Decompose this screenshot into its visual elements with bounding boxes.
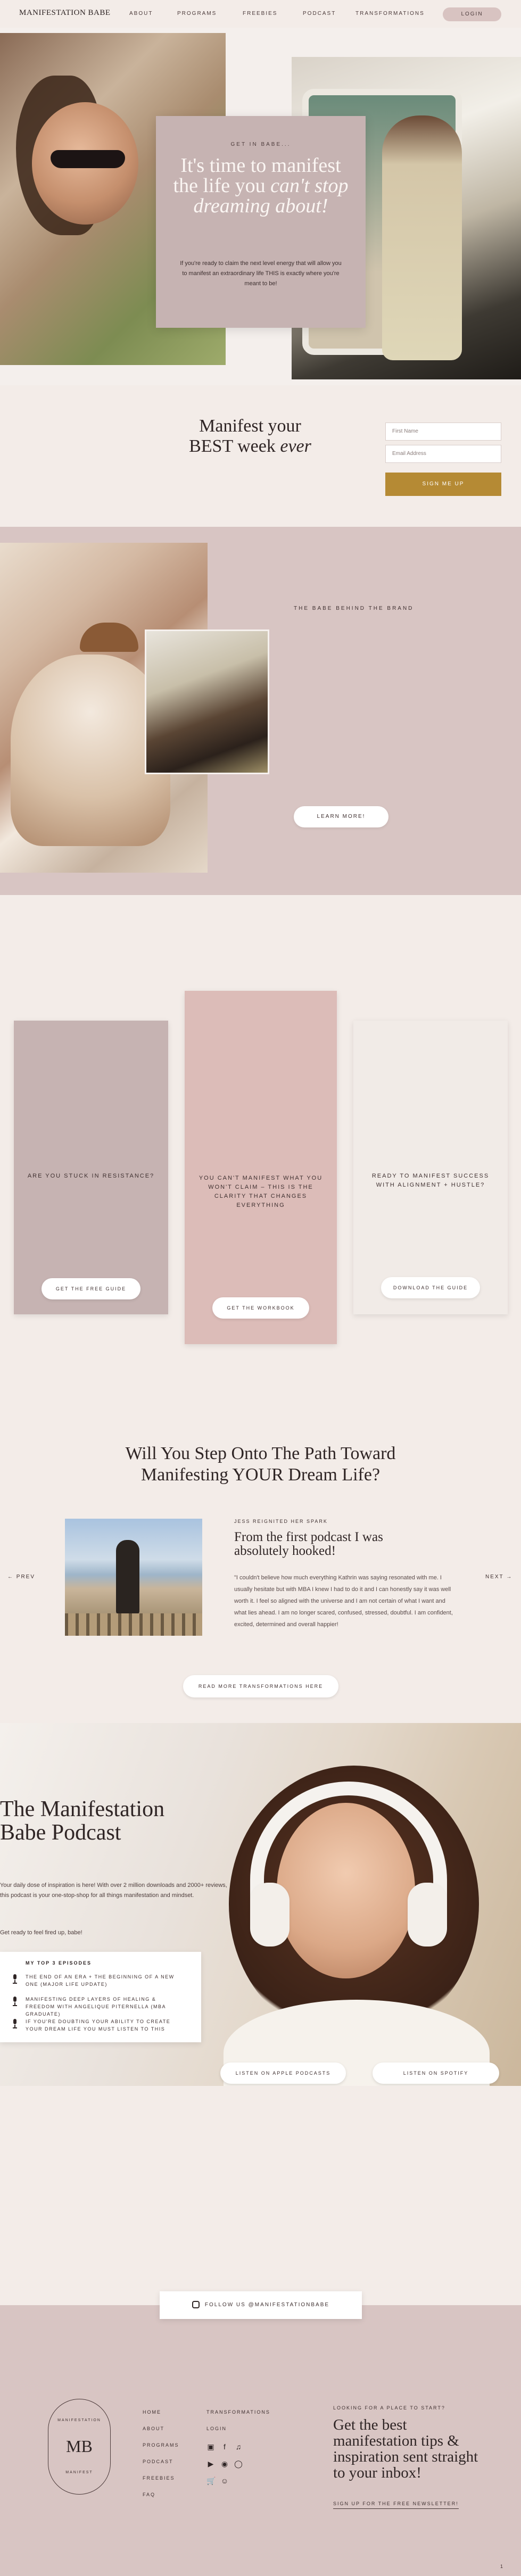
beach-photo — [65, 1519, 202, 1636]
badge-monogram: MB — [66, 2437, 93, 2456]
person-icon[interactable]: ☺ — [220, 2476, 229, 2485]
site-logo[interactable]: MANIFESTATION BABE — [19, 9, 111, 17]
footer-link-about[interactable]: ABOUT — [143, 2426, 165, 2431]
hero-heading: It's time to manifest the life you can't stop dreaming about! — [173, 154, 349, 217]
testimonial-quote: "I couldn't believe how much everything Kathrin was saying resonated with me. I usually hesitate but with MBA I knew I had to do it and I can honestly say it was well worth it. I feel so aligned with the universe and I am not certain of what I want and what lies ahead. I am no longer scared, confused, stressed, doubtful. I am confident, excited, determined and overall happier! — [234, 1575, 453, 1628]
signup-heading: Manifest your BEST week ever — [189, 416, 311, 456]
workbook-card — [185, 991, 337, 1344]
testimonial-quote-heading: From the first podcast I was absolutely hooked! — [234, 1530, 383, 1558]
hero-eyebrow: GET IN BABE... — [230, 142, 291, 147]
nav-link-podcast[interactable]: PODCAST — [303, 11, 336, 16]
newsletter-signup — [0, 385, 521, 527]
badge-top-text: MANIFESTATION — [57, 2418, 101, 2422]
testimonial-label: JESS REIGNITED HER SPARK — [234, 1519, 328, 1524]
spotify-button[interactable]: LISTEN ON SPOTIFY — [373, 2063, 499, 2084]
babe-behind-brand-section — [0, 527, 521, 895]
learn-more-button[interactable]: LEARN MORE! — [294, 806, 388, 827]
microphone-icon — [12, 1974, 18, 1984]
footer-link-transformations[interactable]: TRANSFORMATIONS — [206, 2409, 270, 2415]
footer-link-programs[interactable]: PROGRAMS — [143, 2442, 179, 2448]
podcast-description: Your daily dose of inspiration is here! With over 2 million downloads and 2000+ reviews, this podcast is your one-stop-shop for all things manifestation and mindset. — [0, 1882, 227, 1899]
podcast-title: The Manifestation Babe Podcast — [0, 1797, 165, 1845]
top-episodes-box — [0, 1952, 201, 2042]
youtube-icon[interactable]: ▶ — [208, 2459, 214, 2468]
tiktok-icon[interactable]: ♫ — [235, 2442, 242, 2451]
footer-eyebrow: LOOKING FOR A PLACE TO START? — [333, 2405, 445, 2411]
hero-card — [156, 116, 366, 328]
footer-link-podcast[interactable]: PODCAST — [143, 2459, 173, 2464]
nav-link-about[interactable]: ABOUT — [129, 11, 153, 16]
mb-badge-logo — [48, 2399, 111, 2495]
get-workbook-button[interactable]: GET THE WORKBOOK — [212, 1297, 309, 1319]
next-button[interactable]: NEXT → — [485, 1574, 513, 1580]
pinterest-icon[interactable]: ◯ — [234, 2459, 243, 2468]
nav-link-programs[interactable]: PROGRAMS — [177, 11, 217, 16]
first-name-field[interactable]: First Name — [385, 423, 501, 441]
babe-title: THE BABE BEHIND THE BRAND — [294, 606, 414, 611]
hero-body-text: If you're ready to claim the next level energy that will allow you to manifest an extraordinary life THIS is exactly where you're meant to be! — [180, 260, 342, 287]
top-episodes-title: MY TOP 3 EPISODES — [26, 1960, 92, 1966]
footer-link-faq[interactable]: FAQ — [143, 2492, 156, 2497]
email-field[interactable]: Email Address — [385, 445, 501, 463]
instagram-icon[interactable]: ▣ — [207, 2442, 214, 2451]
footer-heading: Get the best manifestation tips & inspiration sent straight to your inbox! — [333, 2416, 478, 2481]
apple-podcasts-button[interactable]: LISTEN ON APPLE PODCASTS — [220, 2063, 346, 2084]
download-guide-button[interactable]: DOWNLOAD THE GUIDE — [381, 1277, 480, 1298]
prev-button[interactable]: ← PREV — [7, 1574, 36, 1580]
facebook-icon[interactable]: f — [224, 2442, 226, 2451]
footer-link-freebies[interactable]: FREEBIES — [143, 2475, 175, 2481]
instagram-follow-button[interactable] — [160, 2291, 362, 2319]
testimonial-heading: Will You Step Onto The Path Toward Manifesting YOUR Dream Life? — [125, 1444, 396, 1485]
episode-title: IF YOU'RE DOUBTING YOUR ABILITY TO CREATE YOUR DREAM LIFE YOU MUST LISTEN TO THIS — [26, 2019, 171, 2032]
podcast-icon[interactable]: ◉ — [221, 2459, 228, 2468]
success-card — [353, 1021, 508, 1314]
login-button[interactable]: LOGIN — [443, 7, 501, 21]
group-photo — [145, 629, 269, 774]
footer — [0, 2305, 521, 2576]
instagram-icon — [192, 2301, 200, 2308]
footer-link-home[interactable]: HOME — [143, 2409, 161, 2415]
episode-title: THE END OF AN ERA + THE BEGINNING OF A NEW ONE (MAJOR LIFE UPDATE) — [26, 1974, 175, 1987]
podcast-section — [0, 1723, 521, 2086]
follow-label: FOLLOW US @MANIFESTATIONBABE — [204, 2302, 330, 2308]
nav-link-freebies[interactable]: FREEBIES — [243, 11, 278, 16]
card-text: YOU CAN'T MANIFEST WHAT YOU WON'T CLAIM – THIS IS THE CLARITY THAT CHANGES EVERYTHING — [199, 1175, 323, 1208]
page-number: 1 — [500, 2564, 503, 2569]
microphone-icon — [12, 1997, 18, 2006]
resistance-card — [14, 1021, 168, 1314]
sign-me-up-button[interactable]: SIGN ME UP — [385, 473, 501, 496]
read-more-transformations-button[interactable]: READ MORE TRANSFORMATIONS HERE — [183, 1675, 338, 1697]
get-free-guide-button[interactable]: GET THE FREE GUIDE — [42, 1278, 140, 1299]
spacer — [0, 2086, 521, 2305]
spacer — [0, 895, 521, 985]
card-text: ARE YOU STUCK IN RESISTANCE? — [27, 1173, 155, 1179]
cart-icon[interactable]: 🛒 — [206, 2476, 216, 2485]
microphone-icon — [12, 2019, 18, 2028]
top-nav — [0, 0, 521, 28]
footer-link-login[interactable]: LOGIN — [206, 2426, 227, 2431]
nav-link-transformations[interactable]: TRANSFORMATIONS — [355, 11, 425, 16]
hero-section — [0, 28, 521, 385]
testimonial-section — [0, 1411, 521, 1723]
podcast-tagline: Get ready to feel fired up, babe! — [0, 1929, 82, 1936]
card-text: READY TO MANIFEST SUCCESS WITH ALIGNMENT + HUSTLE? — [371, 1173, 490, 1188]
badge-bottom-text: MANIFEST — [65, 2471, 93, 2474]
episode-title: MANIFESTING DEEP LAYERS OF HEALING & FREEDOM WITH ANGELIQUE PITERNELLA (MBA GRADUATE) — [26, 1997, 166, 2017]
newsletter-signup-link[interactable]: SIGN UP FOR THE FREE NEWSLETTER! — [333, 2501, 459, 2509]
